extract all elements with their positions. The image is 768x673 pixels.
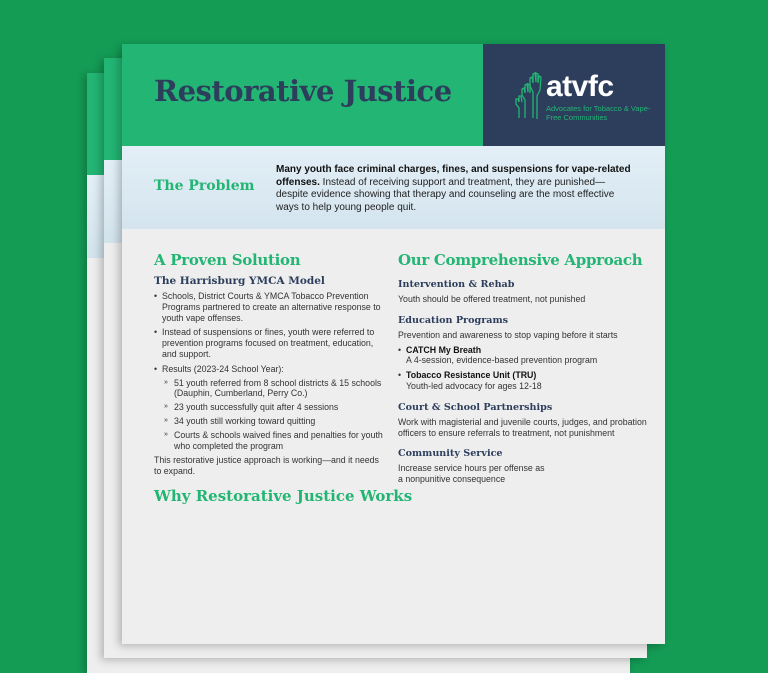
- logo-name: atvfc: [546, 70, 614, 103]
- community-title: Community Service: [398, 448, 503, 460]
- content: [122, 229, 665, 505]
- approach-heading: Our Comprehensive Approach: [398, 251, 643, 269]
- solution-list: [154, 291, 384, 451]
- page-title: Restorative Justice: [154, 74, 452, 108]
- result-item: » 51 youth referred from 8 school districts & 15 schools (Dauphin, Cumberland, Perry Co.): [154, 378, 384, 400]
- intervention-title: Intervention & Rehab: [398, 279, 515, 290]
- court-title: Court & School Partnerships: [398, 401, 553, 413]
- result-item: » 23 youth successfully quit after 4 sessions: [154, 402, 384, 413]
- community-text: Increase service hours per offense as a nonpunitive consequence: [398, 463, 545, 485]
- program-item: [398, 370, 648, 392]
- court-text: Work with magisterial and juvenile courts, judges, and probation officers to ensure referrals to treatment, not punishment: [398, 416, 647, 438]
- raised-hands-icon: [515, 70, 543, 120]
- solution-closing: This restorative justice approach is working—and it needs to expand.: [154, 455, 379, 477]
- list-item: • Schools, District Courts & YMCA Tobacco Prevention Programs partnered to create an alternative response to youth vape offenses.: [154, 291, 384, 323]
- education-text: Prevention and awareness to stop vaping before it starts: [398, 329, 618, 340]
- logo-tagline: Advocates for Tobacco & Vape-Free Communities: [546, 104, 651, 122]
- list-item: • Results (2023-24 School Year):: [154, 364, 384, 375]
- approach-column: [398, 251, 648, 485]
- program-list: [398, 345, 648, 392]
- list-item: • Instead of suspensions or fines, youth were referred to prevention programs focused on treatment, education, and support.: [154, 327, 384, 359]
- program-item: [398, 345, 648, 367]
- flyer-page: [122, 44, 665, 644]
- intervention-text: Youth should be offered treatment, not punished: [398, 294, 586, 304]
- result-item: » 34 youth still working toward quitting: [154, 416, 384, 427]
- problem-text: [276, 164, 636, 214]
- result-item: » Courts & schools waived fines and penalties for youth who completed the program: [154, 430, 384, 452]
- why-heading: Why Restorative Justice Works: [154, 487, 413, 505]
- education-title: Education Programs: [398, 314, 509, 326]
- program-desc: A 4-session, evidence-based prevention program: [406, 355, 598, 366]
- problem-band: [122, 146, 665, 229]
- program-desc: Youth-led advocacy for ages 12-18: [406, 380, 542, 391]
- program-name: CATCH My Breath: [406, 344, 482, 355]
- solution-column: [154, 251, 384, 477]
- logo: [483, 44, 665, 146]
- solution-heading: A Proven Solution: [154, 251, 301, 269]
- program-name: Tobacco Resistance Unit (TRU): [406, 370, 537, 381]
- solution-subheading: The Harrisburg YMCA Model: [154, 275, 325, 287]
- header: [122, 44, 665, 146]
- problem-body-text: Instead of receiving support and treatment, they are punished—despite evidence showing that therapy and counseling are the most effective ways to help young people quit.: [276, 176, 615, 213]
- problem-heading: The Problem: [154, 178, 255, 194]
- problem-bold-text: Many youth face criminal charges, fines, and suspensions for vape-related offenses.: [276, 164, 631, 188]
